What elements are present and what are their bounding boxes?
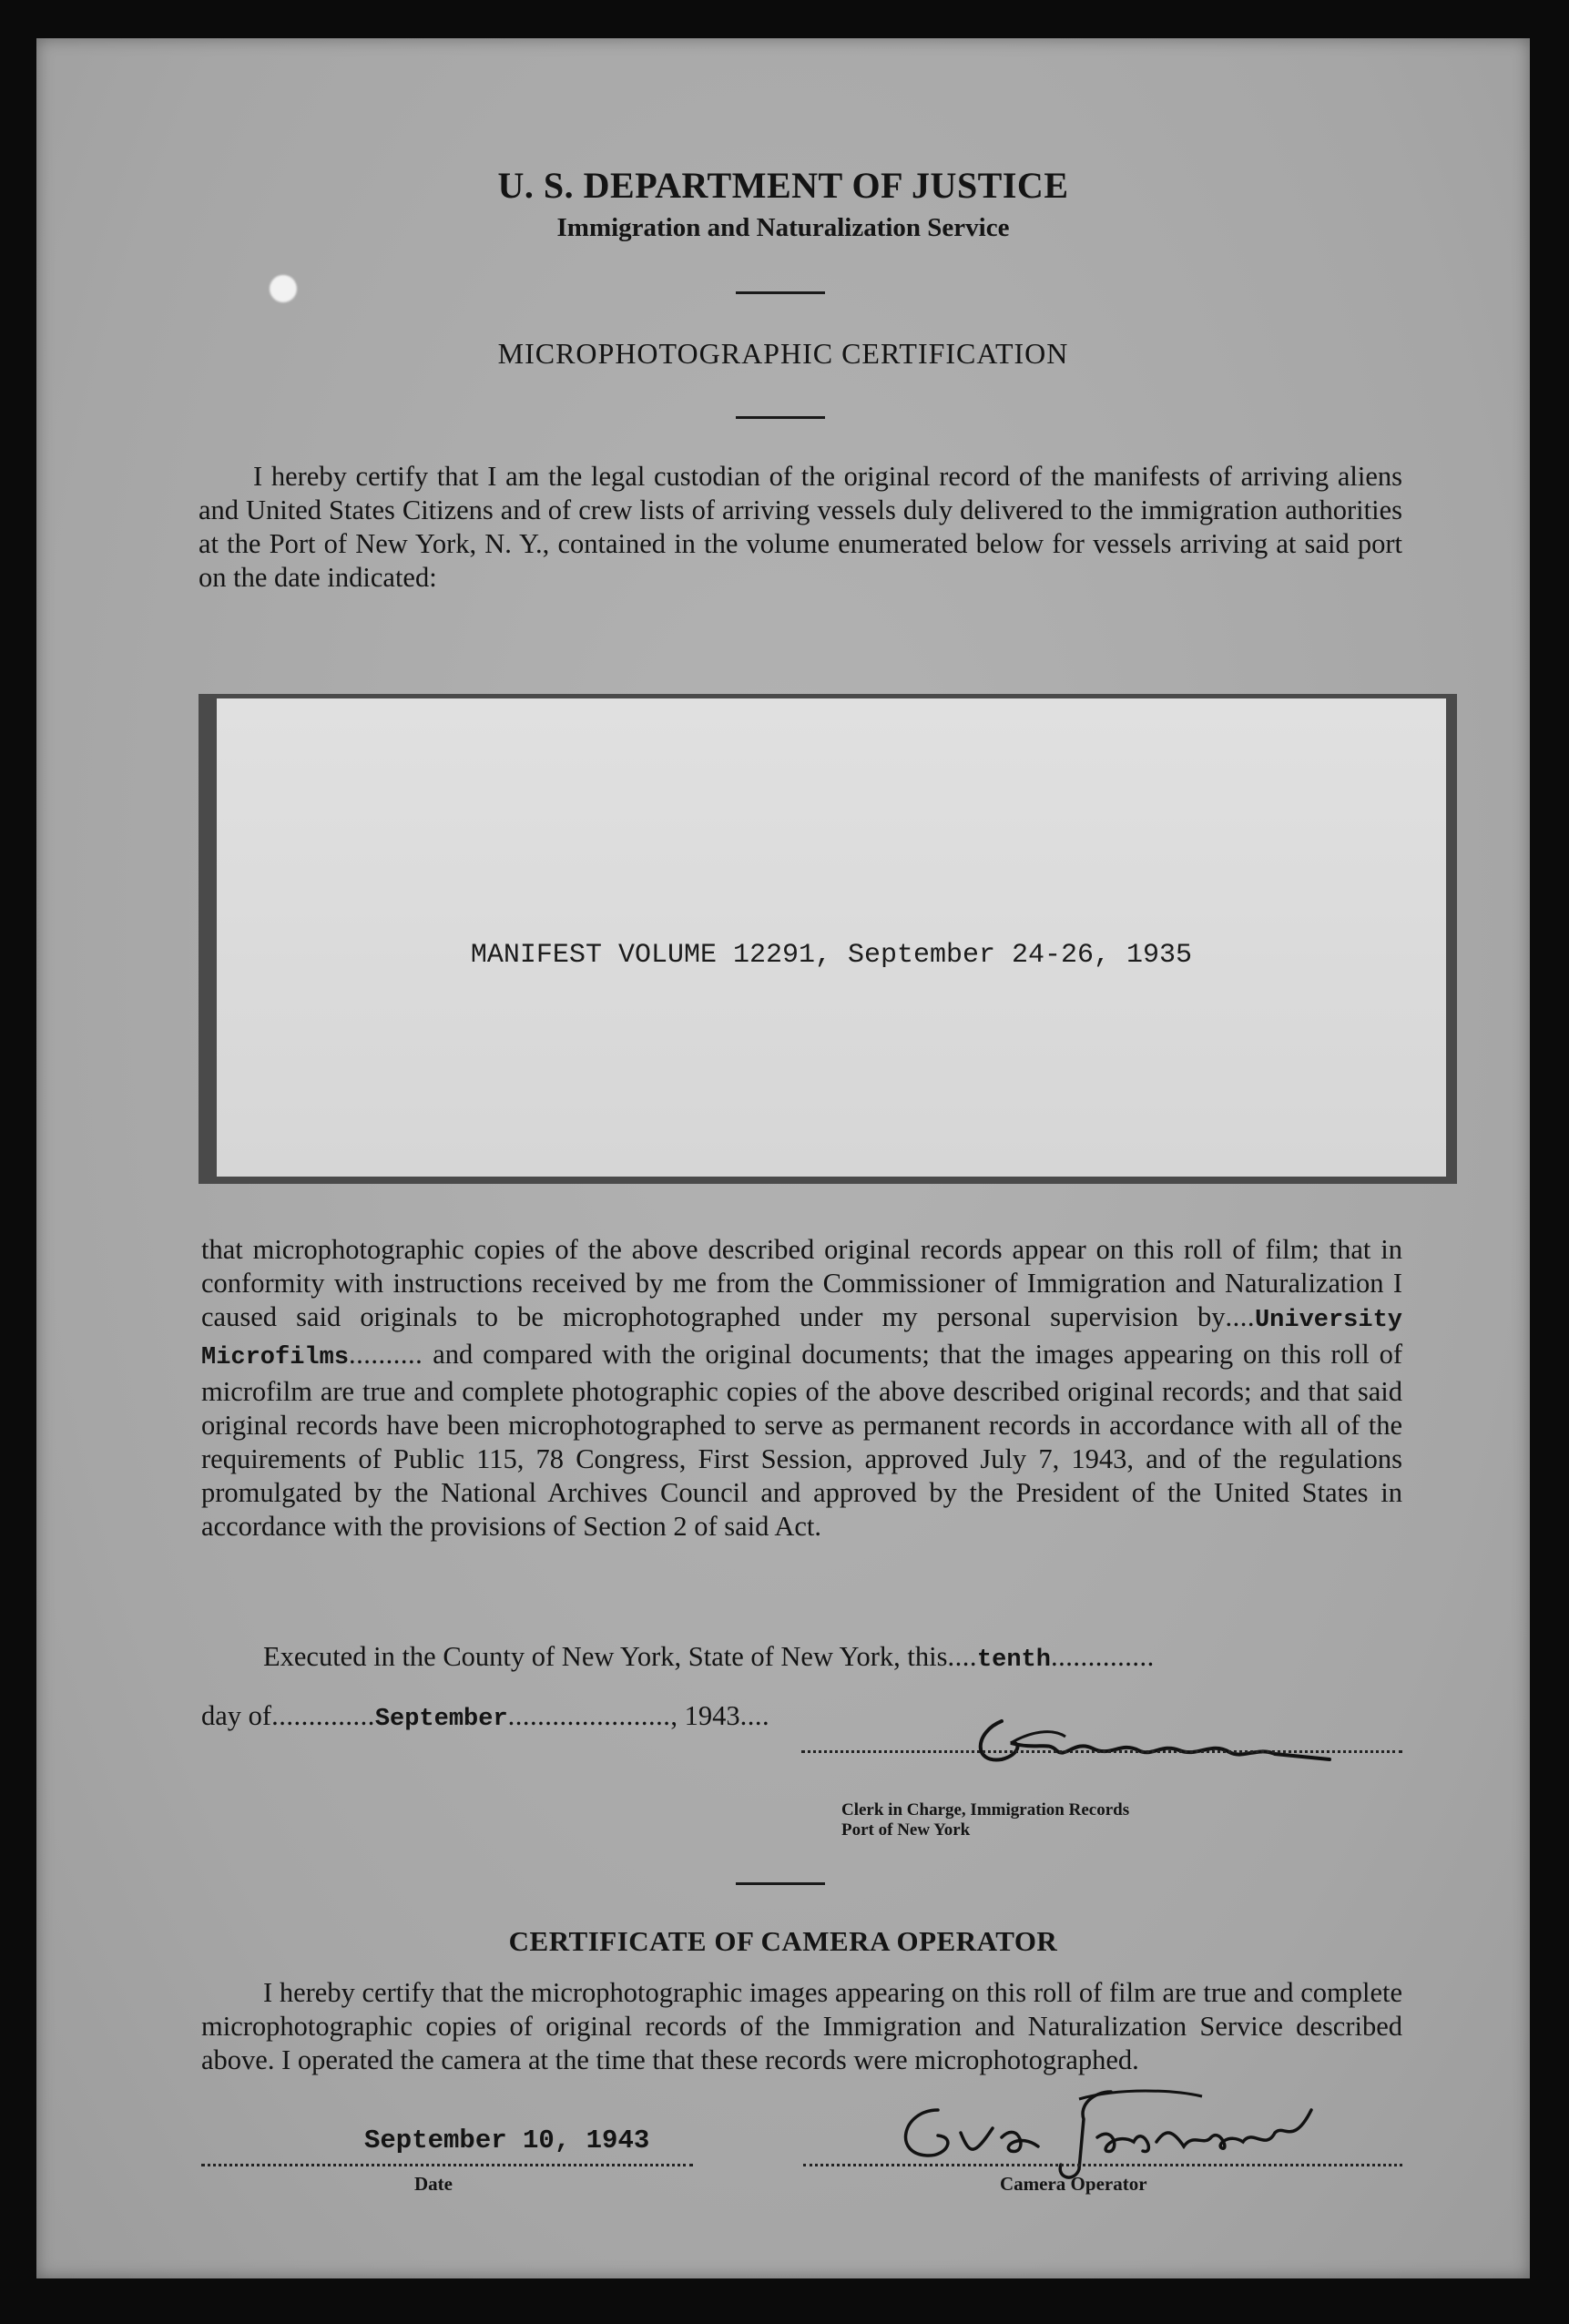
clerk-title	[841, 1800, 1129, 1840]
execution-month-field: September	[374, 1706, 508, 1733]
fill-dots: ..............	[1050, 1641, 1155, 1672]
paper-blemish	[270, 275, 297, 302]
custodian-paragraph: I hereby certify that I am the legal custodian of the original record of the manifests of arriving aliens and United States Citizens and of crew lists of arriving vessels duly delivered to the immigration authorities at the Port of New York, N. Y., contained in the volume enumerated below for vessels arriving at said port on the date indicated:	[199, 461, 1402, 593]
divider-rule	[736, 416, 825, 419]
day-of-label: day of	[201, 1700, 272, 1731]
department-heading: U. S. DEPARTMENT OF JUSTICE	[497, 165, 1069, 206]
execution-prefix: Executed in the County of New York, State of New York, this	[263, 1641, 948, 1672]
clerk-office-line: Port of New York	[841, 1820, 971, 1840]
certification-paragraph	[201, 1233, 1402, 1544]
year-digit: 3	[726, 1700, 740, 1731]
camera-operator-signature-line	[803, 2164, 1402, 2166]
fill-dots: ..........	[349, 1339, 423, 1370]
fill-dots: ..............	[271, 1700, 375, 1731]
certificate-page	[36, 38, 1530, 2278]
camera-operator-label: Camera Operator	[1000, 2173, 1147, 2195]
execution-line	[201, 1641, 1403, 1674]
fill-dots: ....	[739, 1700, 770, 1731]
fill-dots: ....	[1225, 1301, 1255, 1332]
fill-dots: ....	[947, 1641, 977, 1672]
divider-rule	[736, 1882, 825, 1885]
certificate-date-field: September 10, 1943	[364, 2125, 650, 2156]
camera-certificate-paragraph: I hereby certify that the microphotographic images appearing on this roll of film are true and complete microphotographic copies of original records of the Immigration and Naturalization Service described above. I operated the camera at the time that these records were microphotographed.	[201, 1977, 1402, 2075]
operator-name-field: University Microfilms	[201, 1307, 1402, 1371]
fill-dots: ......................	[507, 1700, 671, 1731]
clerk-signature	[965, 1714, 1348, 1778]
day-of-line	[201, 1700, 769, 1733]
camera-certificate-title: CERTIFICATE OF CAMERA OPERATOR	[508, 1925, 1058, 1957]
year-prefix: , 194	[670, 1700, 727, 1731]
clerk-title-line: Clerk in Charge, Immigration Records	[841, 1800, 1130, 1819]
date-signature-line	[201, 2164, 693, 2166]
service-subheading: Immigration and Naturalization Service	[556, 213, 1010, 242]
date-label: Date	[414, 2173, 453, 2195]
certification-text-after: and compared with the original documents; that the images appearing on this roll of microfilm are true and complete photographic copies of the above described original records; and that said original records have been microphotographed to serve as permanent records in accordance with all of the requirements of Public 115, 78 Congress, First Session, approved July 7, 1943, and of the regulations promulgated by the National Archives Council and approved by the President of the United States in accordance with the provisions of Section 2 of said Act.	[201, 1339, 1403, 1542]
divider-rule	[736, 291, 825, 294]
volume-card-text: MANIFEST VOLUME 12291, September 24-26, 1935	[470, 940, 1193, 971]
clerk-signature-line	[801, 1750, 1402, 1753]
camera-operator-signature	[883, 2083, 1339, 2183]
document-title: MICROPHOTOGRAPHIC CERTIFICATION	[497, 337, 1069, 370]
certification-text-before: that microphotographic copies of the above described original records appear on this roll of film; that in conformity with instructions received by me from the Commissioner of Immigration and Naturalization I caused said originals to be microphotographed under my personal supervision by	[201, 1234, 1402, 1332]
volume-card	[217, 698, 1446, 1177]
execution-day-field: tenth	[976, 1646, 1051, 1674]
